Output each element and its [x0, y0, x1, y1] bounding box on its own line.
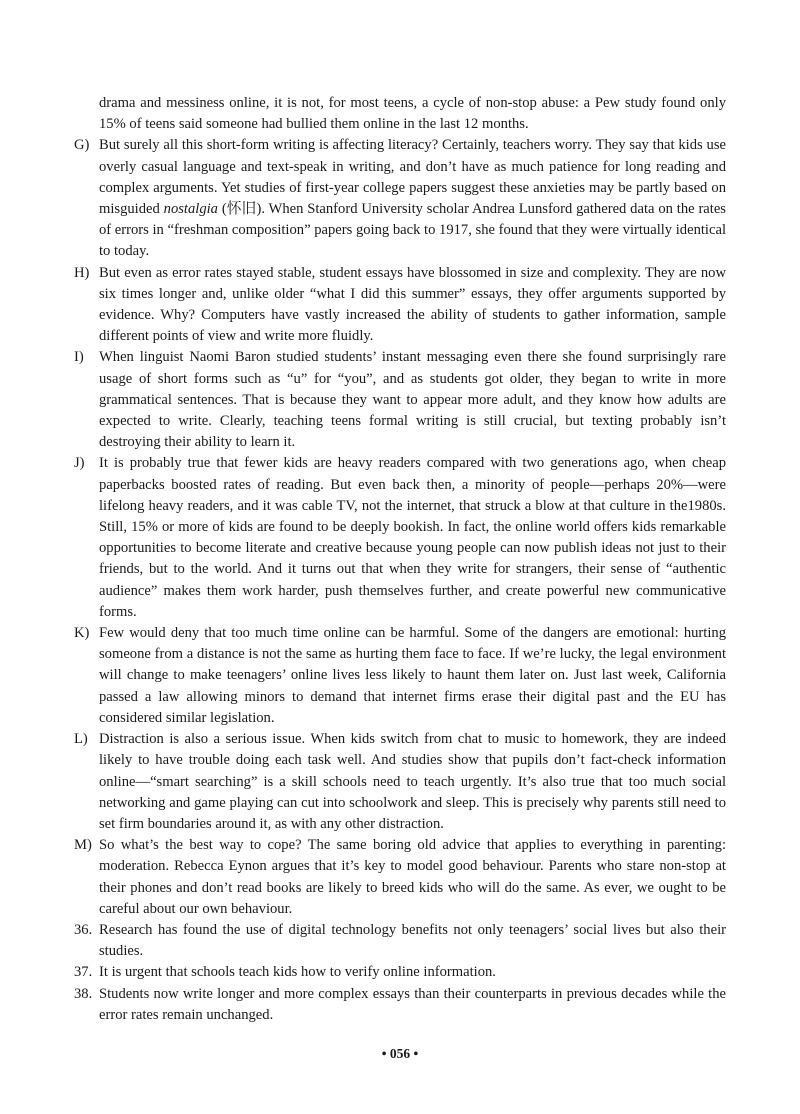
- question-text: It is urgent that schools teach kids how to verify online information.: [99, 964, 496, 981]
- paragraph-text: drama and messiness online, it is not, for most teens, a cycle of non-stop abuse: a Pew study found only 15% of teens said someone had bullied them online in the last 12 months.: [99, 95, 726, 133]
- page-number: • 056 •: [381, 1046, 419, 1061]
- paragraph-text: When linguist Naomi Baron studied students’ instant messaging even there she found surprisingly rare usage of short forms such as “u” for “you”, and as students got older, they began to write in more grammatical sentences. That is because they want to appear more adult, and they know how adults are expected to write. Clearly, teaching teens formal writing is still crucial, but texting probably isn’t destroying their ability to learn it.: [99, 349, 726, 451]
- question-item: [74, 984, 726, 1026]
- paragraph-i: [74, 347, 726, 453]
- question-number: 37.: [74, 964, 93, 981]
- paragraph-text: Distraction is also a serious issue. When kids switch from chat to music to homework, they are indeed likely to have trouble doing each task well. And studies show that pupils don’t fact-check information online—“smart searching” is a skill schools need to teach urgently. It’s also true that too much social networking and game playing can cut into schoolwork and sleep. This is precisely why parents still need to set firm boundaries around it, as with any other distraction.: [99, 731, 726, 832]
- paragraph-text: But even as error rates stayed stable, student essays have blossomed in size and complexity. They are now six times longer and, unlike older “what I did this summer” essays, they offer arguments supported by evidence. Why? Computers have vastly increased the ability of students to gather information, sample different points of view and write more fluidly.: [99, 264, 726, 345]
- question-number: 36.: [74, 921, 93, 938]
- paragraph-text: [99, 137, 726, 259]
- question-item: [74, 962, 726, 983]
- paragraph-text-part: (怀旧). When Stanford University scholar Andrea Lunsford gathered data on the rates of errors in “freshman composition” papers going back to 1917, she found that they were virtually identical to today.: [99, 201, 726, 260]
- paragraph-text: It is probably true that fewer kids are heavy readers compared with two generations ago, when cheap paperbacks boosted rates of reading. But even back then, a minority of people—perhaps 20%—were lifelong heavy readers, and it was cable TV, not the internet, that struck a blow at that culture in the1980s. Still, 15% or more of kids are found to be deeply bookish. In fact, the online world offers kids remarkable opportunities to become literate and creative because young people can now publish ideas not just to their friends, but to the world. And it turns out that when they write for strangers, their sense of “authentic audience” makes them work harder, push themselves further, and create powerful new communicative forms.: [99, 455, 726, 620]
- paragraph-text: Few would deny that too much time online can be harmful. Some of the dangers are emotional: hurting someone from a distance is not the same as hurting them face to face. If we’re lucky, the legal environment will change to make teenagers’ online lives less likely to haunt them later on. Just last week, California passed a law allowing minors to demand that internet firms erase their digital past and the EU has considered similar legislation.: [99, 625, 726, 726]
- paragraph-label: L): [74, 731, 88, 748]
- italic-term: nostalgia: [163, 201, 218, 218]
- article-body: [74, 93, 726, 1026]
- paragraph-k: [74, 623, 726, 729]
- paragraph-label: J): [74, 455, 85, 472]
- question-list: [74, 920, 726, 1026]
- paragraph-label: K): [74, 625, 90, 642]
- paragraph-h: [74, 263, 726, 348]
- question-item: [74, 920, 726, 962]
- paragraph-g: [74, 135, 726, 262]
- question-text: Research has found the use of digital technology benefits not only teenagers’ social lives but also their studies.: [99, 921, 726, 960]
- paragraph-label: G): [74, 137, 90, 154]
- paragraph-label: H): [74, 264, 90, 281]
- paragraph-label: I): [74, 349, 84, 366]
- paragraph-m: [74, 835, 726, 920]
- paragraph-j: [74, 453, 726, 623]
- paragraph-label: M): [74, 837, 92, 854]
- question-number: 38.: [74, 985, 93, 1002]
- paragraph-text-part: But surely all this short-form writing is affecting literacy? Certainly, teachers worry. They say that kids use overly casual language and text-speak in writing, and don’t have as much patience for long reading and complex arguments. Yet studies of first-year college papers suggest these anxieties may be partly based on misguided: [99, 137, 726, 218]
- question-text: Students now write longer and more complex essays than their counterparts in previous decades while the error rates remain unchanged.: [99, 985, 726, 1023]
- continuation-paragraph: [74, 93, 726, 135]
- paragraph-text: So what’s the best way to cope? The same boring old advice that applies to everything in parenting: moderation. Rebecca Eynon argues that it’s key to model good behaviour. Parents who stare non-stop at their phones and don’t read books are likely to breed kids who will do the same. As ever, we ought to be careful about our own behaviour.: [99, 837, 726, 917]
- paragraph-l: [74, 729, 726, 835]
